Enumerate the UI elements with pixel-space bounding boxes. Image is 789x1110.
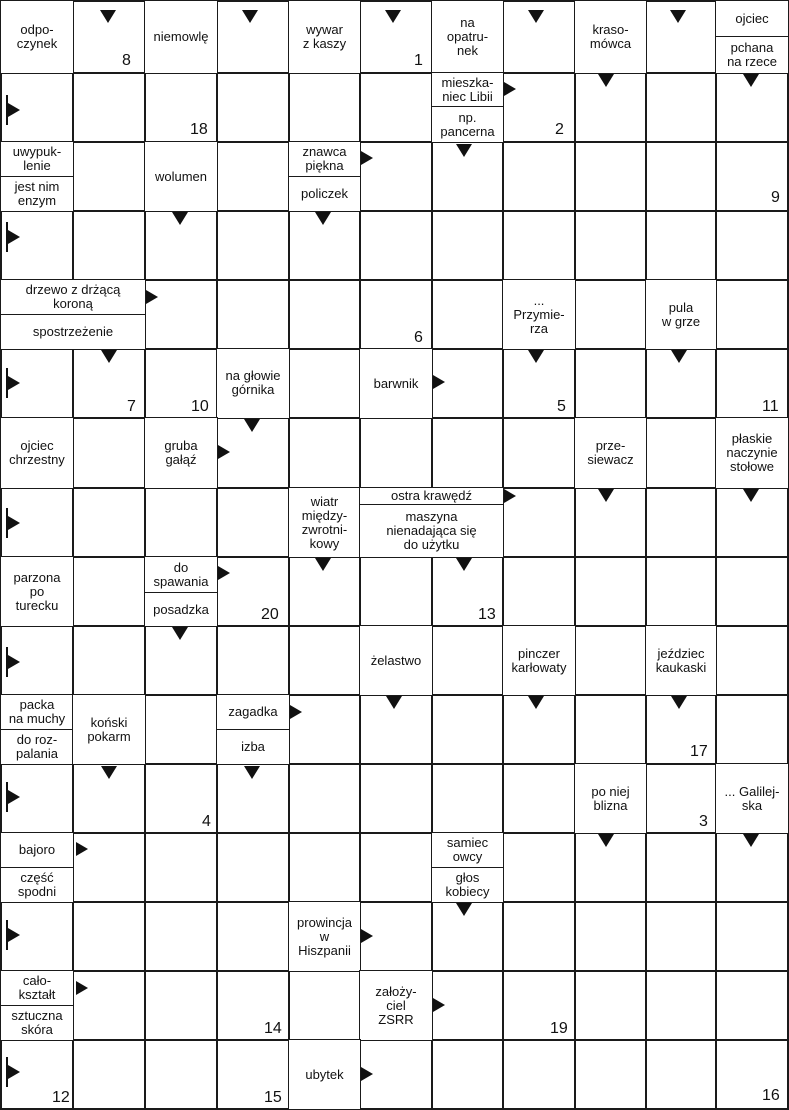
clue-cell: kraso- mówca (574, 0, 647, 74)
arrow-down-icon (456, 903, 472, 916)
arrow-right-icon (433, 998, 445, 1012)
clue-cell: ostra krawędź (359, 487, 504, 505)
clue-cell: barwnik (359, 348, 433, 419)
clue-cell: jest nim enzym (0, 176, 74, 212)
arrow-down-icon (242, 10, 258, 23)
clue-cell: mieszka- niec Libii (431, 72, 504, 107)
arrow-right-icon (361, 1067, 373, 1081)
clue-cell: uwypuk- lenie (0, 141, 74, 177)
clue-cell: wywar z kaszy (288, 0, 361, 74)
arrow-down-icon (315, 558, 331, 571)
clue-cell: pula w grze (645, 279, 717, 350)
arrow-down-icon (598, 834, 614, 847)
grid-line (0, 72, 789, 74)
clue-cell: odpo- czynek (0, 0, 74, 74)
clue-cell: maszyna nienadająca się do użytku (359, 504, 504, 558)
arrow-down-icon (670, 10, 686, 23)
arrow-down-icon (598, 489, 614, 502)
clue-cell: ojciec (715, 0, 789, 37)
clue-cell: spostrzeżenie (0, 314, 146, 350)
solution-number: 1 (414, 52, 423, 69)
arrow-right-icon (290, 705, 302, 719)
clue-cell: jeździec kaukaski (645, 625, 717, 696)
clue-cell: płaskie naczynie stołowe (715, 417, 789, 489)
clue-cell: cało- kształt (0, 970, 74, 1006)
clue-cell: założy- ciel ZSRR (359, 970, 433, 1041)
arrow-right-icon (76, 842, 88, 856)
solution-number: 5 (557, 398, 566, 415)
grid-line (574, 0, 576, 1110)
clue-cell: wolumen (144, 141, 218, 212)
arrow-down-icon (101, 766, 117, 779)
clue-cell: drzewo z drżącą koroną (0, 279, 146, 315)
flag-arrow-icon (6, 782, 20, 812)
flag-arrow-icon (6, 508, 20, 538)
clue-cell: wiatr między- zwrotni- kowy (288, 487, 361, 558)
grid-line (0, 141, 789, 143)
solution-number: 20 (261, 606, 279, 623)
arrow-down-icon (244, 419, 260, 432)
flag-arrow-icon (6, 920, 20, 950)
clue-cell: prowincja w Hiszpanii (288, 901, 361, 972)
clue-cell: do roz- palania (0, 729, 74, 765)
clue-cell: koński pokarm (72, 694, 146, 765)
clue-cell: prze- siewacz (574, 417, 647, 489)
arrow-down-icon (172, 627, 188, 640)
solution-number: 8 (122, 52, 131, 69)
arrow-down-icon (598, 74, 614, 87)
arrow-down-icon (101, 350, 117, 363)
arrow-right-icon (504, 489, 516, 503)
clue-cell: packa na muchy (0, 694, 74, 730)
clue-cell: na głowie górnika (216, 348, 290, 419)
solution-number: 11 (762, 398, 779, 415)
clue-cell: pinczer karłowaty (502, 625, 576, 696)
solution-number: 9 (771, 189, 780, 206)
grid-line (0, 901, 789, 903)
clue-cell: ubytek (288, 1039, 361, 1110)
grid-line (0, 210, 789, 212)
clue-cell: po niej blizna (574, 763, 647, 834)
clue-cell: policzek (288, 176, 361, 212)
flag-arrow-icon (6, 368, 20, 398)
arrow-right-icon (433, 375, 445, 389)
clue-cell: głos kobiecy (431, 867, 504, 903)
arrow-down-icon (244, 766, 260, 779)
arrow-down-icon (456, 558, 472, 571)
arrow-down-icon (528, 350, 544, 363)
grid-line (715, 0, 717, 1110)
solution-number: 19 (550, 1020, 568, 1037)
arrow-down-icon (456, 144, 472, 157)
clue-cell: część spodni (0, 867, 74, 903)
grid-line (0, 0, 789, 2)
arrow-down-icon (386, 696, 402, 709)
arrow-down-icon (528, 696, 544, 709)
grid-line (645, 0, 647, 1110)
clue-cell: ... Przymie- rza (502, 279, 576, 350)
flag-arrow-icon (6, 222, 20, 252)
arrow-right-icon (146, 290, 158, 304)
arrow-down-icon (671, 696, 687, 709)
solution-number: 3 (699, 813, 708, 830)
clue-cell: do spawania (144, 556, 218, 593)
solution-number: 18 (190, 121, 208, 138)
clue-cell: izba (216, 729, 290, 765)
clue-cell: ... Galilej- ska (715, 763, 789, 834)
grid-line (0, 832, 789, 834)
clue-cell: zagadka (216, 694, 290, 730)
arrow-down-icon (743, 834, 759, 847)
arrow-right-icon (361, 929, 373, 943)
clue-cell: niemowlę (144, 0, 218, 74)
arrow-down-icon (100, 10, 116, 23)
arrow-down-icon (671, 350, 687, 363)
solution-number: 10 (191, 398, 209, 415)
arrow-down-icon (743, 489, 759, 502)
arrow-down-icon (743, 74, 759, 87)
solution-number: 16 (762, 1087, 780, 1104)
clue-cell: pchana na rzece (715, 36, 789, 74)
arrow-right-icon (504, 82, 516, 96)
arrow-right-icon (218, 566, 230, 580)
solution-number: 17 (690, 743, 708, 760)
solution-number: 12 (52, 1089, 70, 1106)
clue-cell: bajoro (0, 832, 74, 868)
arrow-down-icon (315, 212, 331, 225)
clue-cell: parzona po turecku (0, 556, 74, 627)
arrow-down-icon (528, 10, 544, 23)
solution-number: 6 (414, 329, 423, 346)
clue-cell: sztuczna skóra (0, 1005, 74, 1041)
solution-number: 4 (202, 813, 211, 830)
arrow-down-icon (172, 212, 188, 225)
solution-number: 13 (478, 606, 496, 623)
clue-cell: np. pancerna (431, 106, 504, 143)
arrow-right-icon (76, 981, 88, 995)
arrow-down-icon (385, 10, 401, 23)
flag-arrow-icon (6, 95, 20, 125)
clue-cell: ojciec chrzestny (0, 417, 74, 489)
clue-cell: żelastwo (359, 625, 433, 696)
clue-cell: znawca piękna (288, 141, 361, 177)
solution-number: 14 (264, 1020, 282, 1037)
clue-cell: na opatru- nek (431, 0, 504, 74)
flag-arrow-icon (6, 647, 20, 677)
clue-cell: posadzka (144, 592, 218, 627)
flag-arrow-icon (6, 1057, 20, 1087)
solution-number: 7 (127, 398, 136, 415)
solution-number: 15 (264, 1089, 282, 1106)
clue-cell: samiec owcy (431, 832, 504, 868)
solution-number: 2 (555, 121, 564, 138)
arrow-right-icon (218, 445, 230, 459)
arrow-right-icon (361, 151, 373, 165)
clue-cell: gruba gałąź (144, 417, 218, 489)
